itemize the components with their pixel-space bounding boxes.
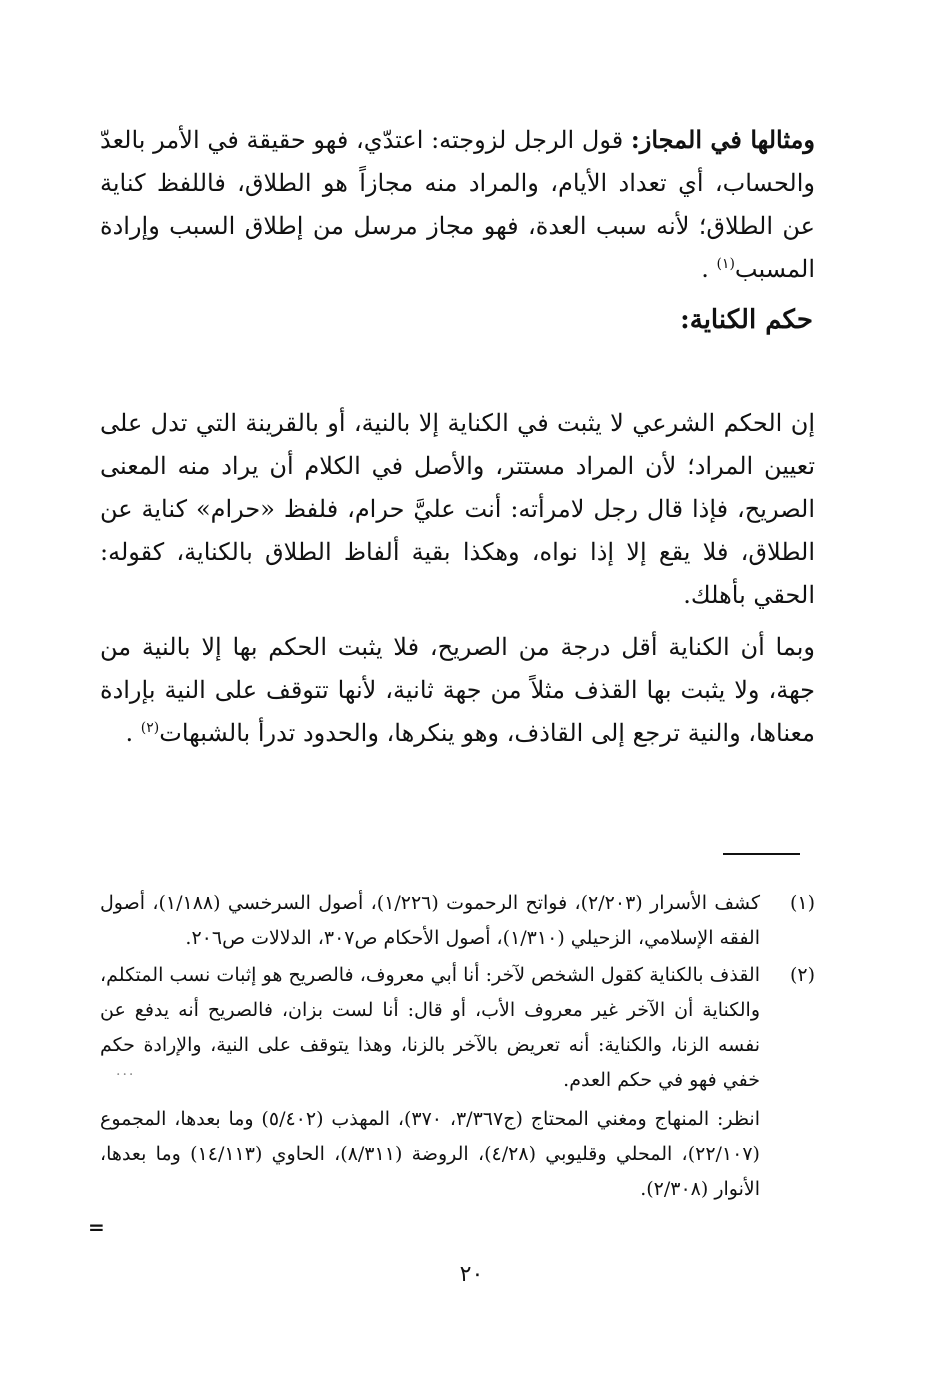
continuation-mark: =: [88, 1215, 105, 1239]
footnote-text: كشف الأسرار (٢/٢٠٣)، فواتح الرحموت (١/٢٢٦)، أصول السرخسي (١/١٨٨)، أصول الفقه الإسلامي، الزحيلي (١/٣١٠)، أصول الأحكام ص٣٠٧، الدلالات ص٢٠٦.: [100, 892, 760, 949]
paragraph-end: .: [125, 719, 141, 747]
footnote-ref-2: (٢): [140, 720, 160, 736]
footnote-2-references: انظر: المنهاج ومغني المحتاج (ج٣/٣٦٧، ٣٧٠)، المهذب (٥/٤٠٢) وما بعدها، المجموع (٢٢/١٠٧)، المحلي وقليوبي (٤/٢٨)، الروضة (٨/٣١١)، الحاوي (١٤/١١٣) وما بعدها، الأنوار (٢/٣٠٨).: [100, 1108, 761, 1200]
paragraph-qadhf: [100, 626, 815, 755]
paragraph-majaz-example: [100, 118, 815, 291]
paragraph-text: وبما أن الكناية أقل درجة من الصريح، فلا يثبت الحكم بها إلا بالنية من جهة، ولا يثبت بها القذف مثلاً من جهة ثانية، لأنها تتوقف على النية بإرادة معناها، والنية ترجع إلى القاذف، وهو ينكرها، والحدود تدرأ بالشبهات: [100, 633, 815, 747]
footnote-number: (١): [789, 892, 815, 914]
section-heading: حكم الكناية:: [680, 305, 813, 335]
paragraph-kinaya-ruling: [100, 402, 815, 617]
paragraph-text: قول الرجل لزوجته: اعتدّي، فهو حقيقة في الأمر بالعدّ والحساب، أي تعداد الأيام، والمراد منه مجازاً هو الطلاق، فاللفظ كناية عن الطلاق؛ لأنه سبب العدة، فهو مجاز مرسل من إطلاق السبب وإرادة المسبب: [100, 126, 815, 283]
footnote-1: [100, 886, 815, 956]
footnote-text: القذف بالكناية كقول الشخص لآخر: أنا أبي معروف، فالصريح هو إثبات نسب المتكلم، والكناية أن الآخر غير معروف الأب، أو قال: أنا لست بزان، فالصريح أنه يدفع عن نفسه الزنا، والكناية: أنه تعريض بالآخر بالزنا، وهذا يتوقف على النية، والإرادة حكم خفي فهو في حكم العدم.: [100, 964, 760, 1091]
page-number: ٢٠: [459, 1262, 484, 1287]
scan-dots: ...: [116, 1063, 136, 1079]
footnote-separator: [723, 853, 800, 855]
footnote-number: (٢): [789, 964, 815, 986]
paragraph-lead: ومثالها في المجاز:: [630, 125, 816, 154]
footnotes: [100, 886, 815, 1207]
footnote-2: [100, 958, 815, 1098]
paragraph-text: إن الحكم الشرعي لا يثبت في الكناية إلا بالنية، أو بالقرينة التي تدل على تعيين المراد؛ لأن المراد مستتر، والأصل في الكلام أن يراد منه المعنى الصريح، فإذا قال رجل لامرأته: أنت عليَّ حرام، فلفظ «حرام» كناية عن الطلاق، فلا يقع إلا إذا نواه، وهكذا بقية ألفاظ الطلاق بالكناية، كقوله: الحقي بأهلك.: [100, 409, 815, 609]
footnote-ref-1: (١): [716, 256, 735, 272]
paragraph-end: .: [701, 255, 717, 283]
